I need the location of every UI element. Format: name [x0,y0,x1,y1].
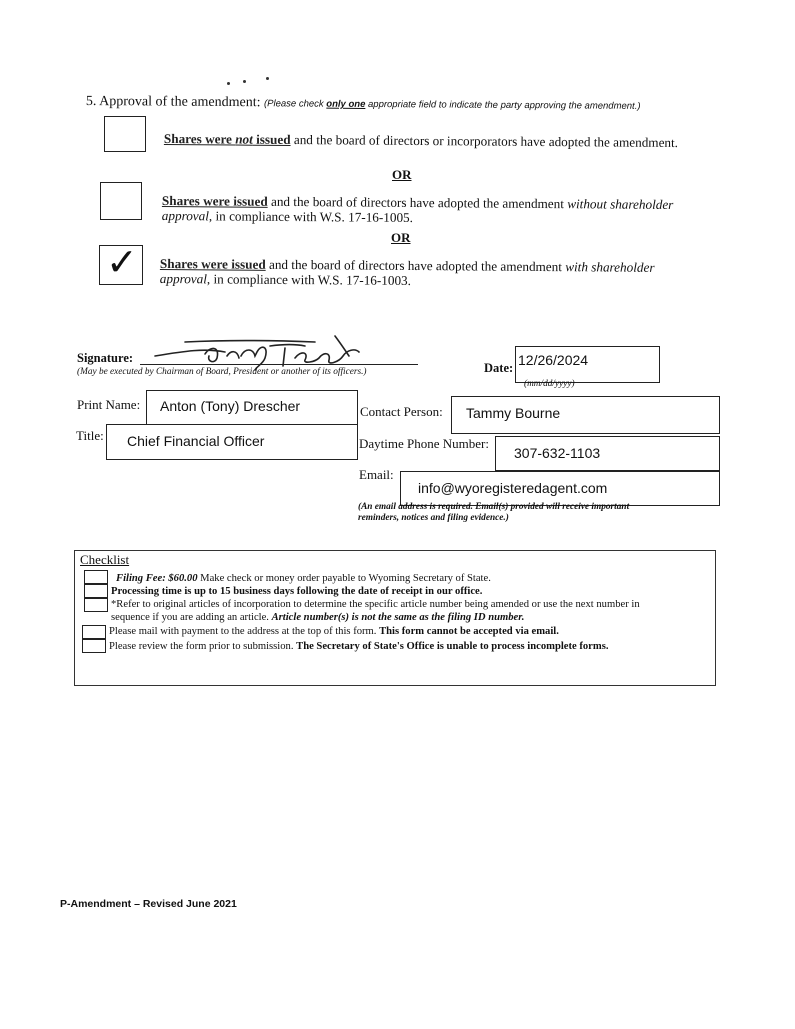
print-name-field[interactable] [146,390,358,425]
print-name-value: Anton (Tony) Drescher [160,398,301,414]
date-field[interactable] [515,346,660,383]
phone-value: 307-632-1103 [514,445,601,461]
or-separator: OR [392,167,412,182]
option-checkbox-without-approval[interactable] [100,182,142,220]
title-label: Title: [76,428,104,443]
checklist-checkbox-mail[interactable] [82,625,106,639]
form-revision-footer: P-Amendment – Revised June 2021 [60,898,237,910]
phone-field[interactable] [495,436,720,471]
print-name-label: Print Name: [77,397,141,412]
email-field[interactable] [400,471,720,506]
checklist-fee: Filing Fee: $60.00 Make check or money order payable to Wyoming Secretary of State. [116,573,491,584]
date-format-hint: (mm/dd/yyyy) [524,379,575,389]
section-heading-text: 5. Approval of the amendment: [85,94,261,111]
or-separator: OR [391,230,411,245]
option-text-with-approval: Shares were issued and the board of directors have adopted the amendment with shareholder approval, in compliance with W.S. 17-16-1003. [159,256,655,288]
stray-mark [243,80,246,83]
stray-mark [227,82,230,85]
email-value: info@wyoregisteredagent.com [418,480,608,496]
option-checkbox-not-issued[interactable] [104,116,146,152]
stray-mark [266,77,269,80]
checklist-checkbox-fee[interactable] [84,570,108,584]
signature-label: Signature: [77,351,134,365]
checklist-checkbox-review[interactable] [82,639,106,653]
checklist-checkbox-processing[interactable] [84,584,108,598]
email-label: Email: [359,467,394,482]
checklist-checkbox-refer[interactable] [84,598,108,612]
option-text-without-approval: Shares were issued and the board of directors have adopted the amendment without shareholder approval, in compliance with W.S. 17-16-1005. [161,193,674,225]
signature-note: (May be executed by Chairman of Board, President or another of its officers.) [77,367,367,377]
section-heading [86,94,641,114]
contact-person-field[interactable] [451,396,720,434]
date-value: 12/26/2024 [518,352,589,368]
contact-person-value: Tammy Bourne [466,405,561,421]
option-checkbox-with-approval[interactable] [99,240,143,285]
checkmark-icon: ✓ [106,240,138,284]
phone-label: Daytime Phone Number: [359,436,489,451]
checklist-title: Checklist [80,552,130,567]
checklist-refer: *Refer to original articles of incorporation to determine the specific article number being amended or use the next number in [111,599,640,610]
email-note: (An email address is required. Email(s) provided will receive important reminders, notices and filing evidence.) [358,502,630,523]
checklist-mail: Please mail with payment to the address at the top of this form. This form cannot be accepted via email. [109,626,559,637]
checklist-processing: Processing time is up to 15 business days following the date of receipt in our office. [111,586,483,597]
date-label: Date: [484,361,514,375]
option-text-not-issued: Shares were not issued and the board of directors or incorporators have adopted the amendment. [163,131,679,151]
contact-person-label: Contact Person: [360,404,443,419]
title-field[interactable] [106,424,358,460]
section-note: (Please check only one appropriate field to indicate the party approving the amendment.) [263,98,641,112]
checklist-refer-continued: sequence if you are adding an article. Article number(s) is not the same as the filing ID number. [111,612,525,623]
title-value: Chief Financial Officer [127,433,265,449]
checklist-review: Please review the form prior to submission. The Secretary of State's Office is unable to process incomplete forms. [109,641,609,652]
